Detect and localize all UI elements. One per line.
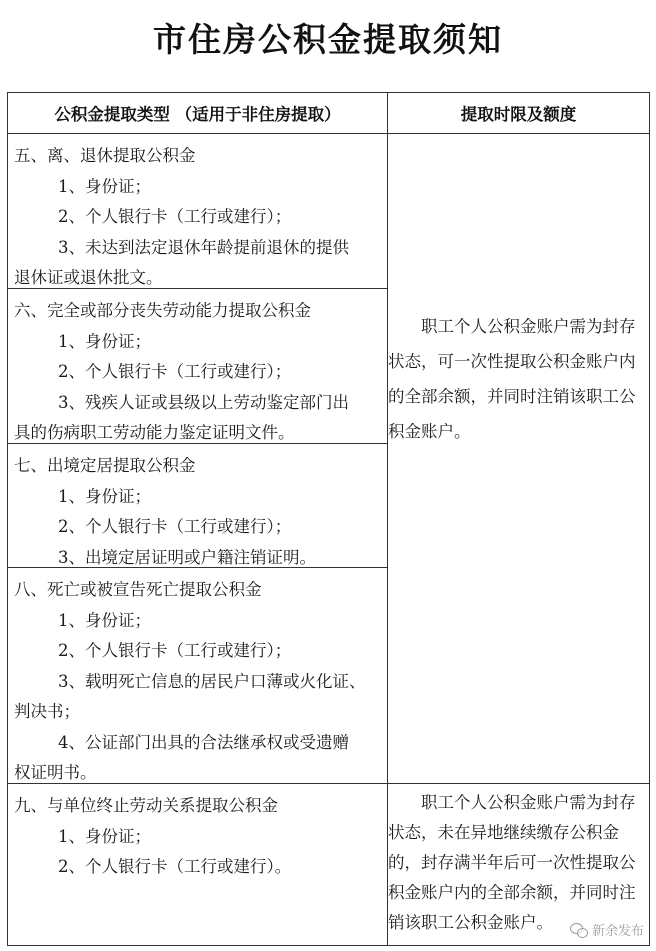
section-heading: 五、离、退休提取公积金 [14, 146, 196, 165]
wechat-icon [570, 923, 588, 937]
table-header-row [8, 93, 650, 134]
list-item: 3、残疾人证或县级以上劳动鉴定部门出 [58, 392, 349, 412]
section-row-termination [8, 784, 650, 946]
header-time-limit-amount: 提取时限及额度 [388, 93, 650, 134]
list-item: 1、身份证； [58, 176, 151, 196]
watermark [570, 920, 644, 939]
header-withdrawal-type: 公积金提取类型 （适用于非住房提取） [8, 93, 388, 134]
list-item-continuation: 权证明书。 [14, 763, 97, 782]
section-retirement [8, 134, 388, 289]
section-emigration [8, 444, 388, 568]
list-item: 2、个人银行卡（工行或建行）； [58, 207, 292, 226]
list-item: 1、身份证； [58, 486, 151, 506]
list-item: 3、未达到法定退休年龄提前退休的提供 [58, 237, 349, 257]
limit-cell-sealed-account [388, 134, 650, 784]
section-row-retirement [8, 134, 650, 289]
list-item: 1、身份证； [58, 826, 151, 846]
page-title: 市住房公积金提取须知 [153, 20, 503, 59]
list-item: 3、载明死亡信息的居民户口薄或火化证、 [58, 671, 366, 691]
list-item-continuation: 判决书； [14, 702, 80, 721]
withdrawal-notice-table [7, 92, 650, 946]
section-termination [8, 784, 388, 946]
list-item: 1、身份证； [58, 610, 151, 630]
list-item: 2、个人银行卡（工行或建行）。 [58, 857, 292, 876]
section-disability [8, 289, 388, 444]
list-item: 1、身份证； [58, 331, 151, 351]
watermark-text: 新余发布 [591, 924, 644, 939]
list-item: 2、个人银行卡（工行或建行）； [58, 362, 292, 381]
section-death [8, 568, 388, 784]
list-item: 2、个人银行卡（工行或建行）； [58, 641, 292, 660]
section-heading: 七、出境定居提取公积金 [14, 456, 196, 475]
list-item: 2、个人银行卡（工行或建行）； [58, 517, 292, 536]
limit-text: 职工个人公积金账户需为封存状态，可一次性提取公积金账户内的全部余额，并同时注销该职工公积金账户。 [388, 316, 636, 441]
section-heading: 六、完全或部分丧失劳动能力提取公积金 [14, 301, 311, 320]
list-item-continuation: 退休证或退休批文。 [14, 268, 163, 287]
section-heading: 九、与单位终止劳动关系提取公积金 [14, 796, 278, 815]
section-heading: 八、死亡或被宣告死亡提取公积金 [14, 580, 262, 599]
list-item: 4、公证部门出具的合法继承权或受遗赠 [58, 732, 349, 752]
limit-text: 职工个人公积金账户需为封存状态，未在异地继续缴存公积金的，封存满半年后可一次性提取公积金账户内的全部余额，并同时注销该职工公积金账户。 [388, 793, 636, 932]
list-item: 3、出境定居证明或户籍注销证明。 [58, 547, 316, 567]
list-item-continuation: 具的伤病职工劳动能力鉴定证明文件。 [14, 423, 295, 442]
